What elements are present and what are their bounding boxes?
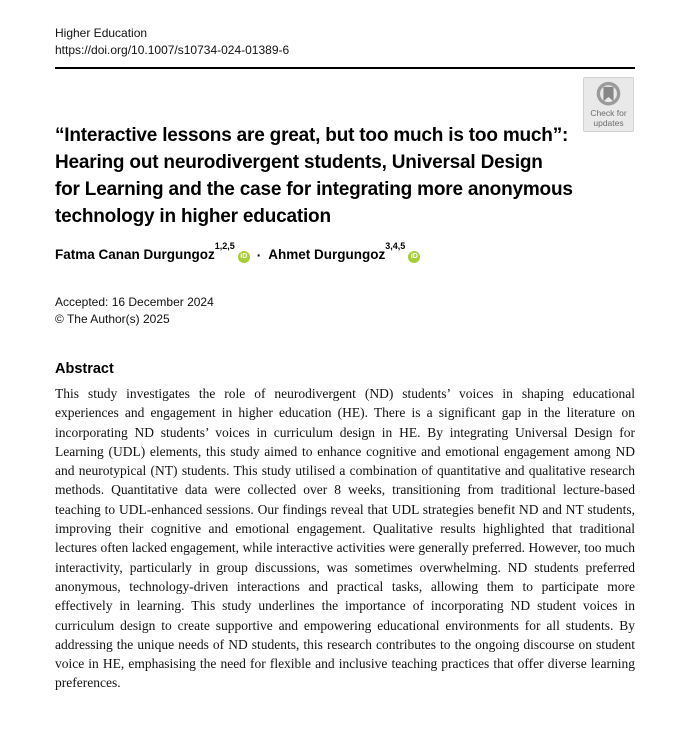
article-meta [55, 294, 635, 328]
header-divider [55, 67, 635, 69]
author-affiliation-superscript: 3,4,5 [385, 240, 406, 251]
crossmark-icon [595, 81, 622, 108]
author-name-text: Ahmet Durgungoz [268, 247, 386, 262]
orcid-id-icon[interactable]: iD [238, 251, 250, 263]
check-for-updates-label-line2: updates [593, 118, 624, 128]
article-title [55, 122, 635, 230]
accepted-date: Accepted: 16 December 2024 [55, 295, 214, 309]
journal-name: Higher Education [55, 26, 148, 40]
author-name-text: Fatma Canan Durgungoz [55, 247, 215, 262]
check-for-updates-badge[interactable] [583, 77, 634, 132]
author-separator: · [256, 247, 262, 263]
author-name [268, 240, 420, 263]
article-title-line: for Learning and the case for integrating more anonymous [55, 179, 573, 200]
article-title-line: Hearing out neurodivergent students, Universal Design [55, 152, 543, 173]
article-title-line: technology in higher education [55, 206, 331, 227]
author-affiliation-superscript: 1,2,5 [214, 240, 235, 251]
copyright-notice: © The Author(s) 2025 [55, 312, 170, 326]
journal-header [55, 26, 635, 59]
author-name [55, 240, 250, 263]
authors-line [55, 240, 635, 263]
check-for-updates-label-line1: Check for [590, 108, 627, 118]
article-title-line: “Interactive lessons are great, but too much is too much”: [55, 125, 569, 146]
abstract-text: This study investigates the role of neurodivergent (ND) students’ voices in shaping educational experiences and engagement in higher education (HE). There is a significant gap in the literature on incorporating ND students’ voices in curriculum design in HE. By integrating Universal Design for Learning (UDL) elements, this study aimed to enhance cognitive and emotional engagement among ND and neurotypical (NT) students. This study utilised a combination of quantitative and qualitative research methods. Quantitative data were collected over 8 weeks, transitioning from traditional lecture-based teaching to UDL-enhanced sessions. Our findings reveal that UDL strategies benefit ND and NT students, improving their cognitive and emotional engagement. Qualitative results highlighted that traditional lectures often lacked engagement, while interactive activities were generally preferred. However, too much interactivity, particularly in group discussions, was sometimes overwhelming. ND students preferred anonymous, technology-driven interactions and practical tasks, allowing them to participate more effectively in learning. This study underlines the importance of incorporating ND student voices in curriculum design to create supportive and empowering educational environments for all students. By addressing the unique needs of ND students, this research contributes to the ongoing discourse on student voice in HE, emphasising the need for flexible and inclusive teaching practices that offer diverse learning preferences. [55, 386, 635, 691]
doi-link[interactable]: https://doi.org/10.1007/s10734-024-01389-6 [55, 43, 290, 57]
abstract-heading: Abstract [55, 361, 114, 377]
orcid-id-icon[interactable]: iD [408, 251, 420, 263]
